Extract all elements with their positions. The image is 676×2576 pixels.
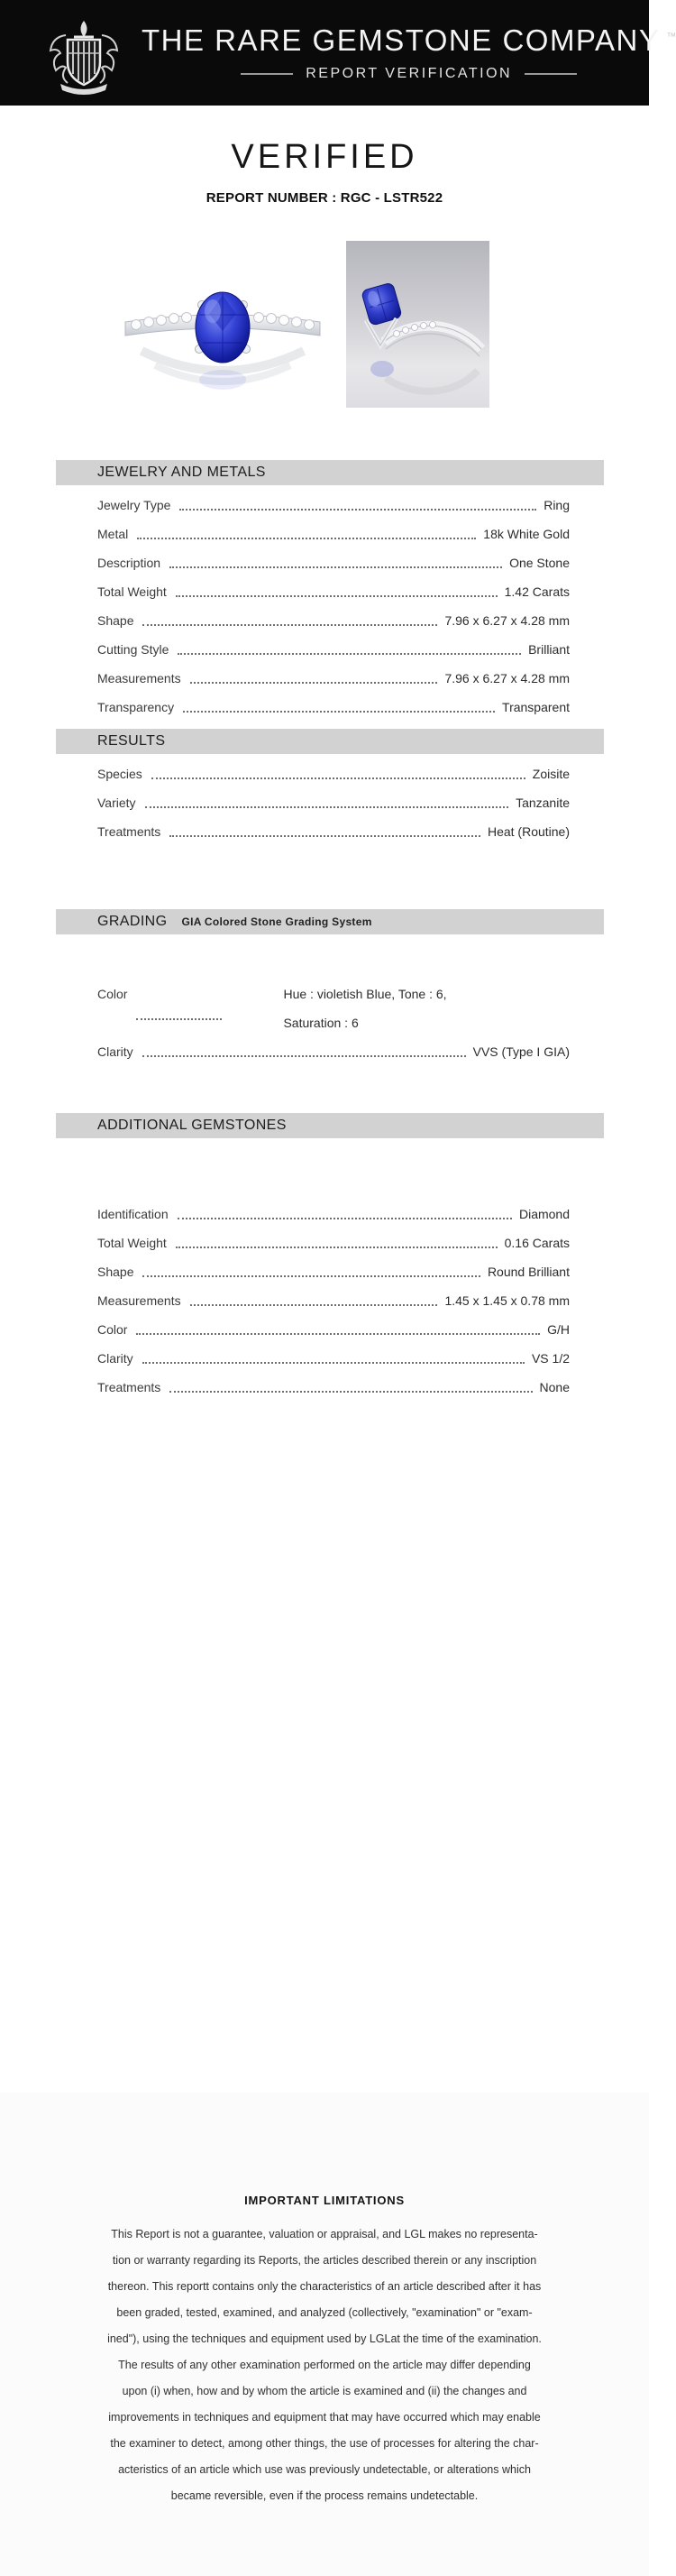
spec-row xyxy=(97,980,570,1037)
spec-row xyxy=(97,1373,570,1402)
spec-row xyxy=(97,1228,570,1257)
dotted-leader xyxy=(136,1018,222,1020)
spec-row xyxy=(97,635,570,664)
section-title: JEWELRY AND METALS xyxy=(97,465,266,480)
limitations-line: became reversible, even if the process remains undetectable. xyxy=(170,2489,479,2502)
verified-status-title: VERIFIED xyxy=(231,138,418,176)
spec-row xyxy=(97,1200,570,1228)
section-title: GRADING xyxy=(97,914,168,929)
spec-label: Shape xyxy=(97,613,134,628)
limitations-line: acteristics of an article which use was previously undetectable, or alterations which xyxy=(118,2463,531,2476)
important-limitations-section xyxy=(0,2093,649,2576)
section-additional-gemstones xyxy=(56,1113,604,1138)
dotted-leader xyxy=(179,509,536,511)
dotted-leader xyxy=(176,1247,498,1248)
limitations-line: This Report is not a guarantee, valuation or appraisal, and LGL makes no representa- xyxy=(111,2228,538,2240)
dotted-leader xyxy=(151,777,525,779)
spec-row xyxy=(97,817,570,846)
dotted-leader xyxy=(145,806,509,808)
dotted-leader xyxy=(169,1391,532,1393)
spec-label: Clarity xyxy=(97,1044,133,1059)
limitations-line: The results of any other examination performed on the article may differ depending xyxy=(118,2359,531,2371)
spec-label: Treatments xyxy=(97,1380,161,1394)
spec-label: Description xyxy=(97,556,161,570)
spec-label: Total Weight xyxy=(97,1236,167,1250)
spec-value: 18k White Gold xyxy=(483,527,570,541)
dotted-leader xyxy=(136,1333,540,1335)
spec-value: Diamond xyxy=(518,1207,570,1221)
spec-row xyxy=(97,1344,570,1373)
spec-label: Jewelry Type xyxy=(97,498,171,512)
spec-value: Transparent xyxy=(502,700,570,714)
ring-side-photo xyxy=(346,241,489,408)
section-jewelry-and-metals xyxy=(56,460,604,485)
spec-value-line-2: Saturation : 6 xyxy=(283,1016,359,1030)
spec-row xyxy=(97,1315,570,1344)
company-name xyxy=(142,23,676,58)
dotted-leader xyxy=(190,1304,438,1306)
dotted-leader xyxy=(169,835,480,837)
dotted-leader xyxy=(176,595,498,597)
section-results xyxy=(56,729,604,754)
spec-value: 1.42 Carats xyxy=(504,584,570,599)
limitations-line: tion or warranty regarding its Reports, the articles described therein or any inscription xyxy=(112,2254,537,2267)
dotted-leader xyxy=(142,1055,466,1057)
spec-value xyxy=(229,980,570,1037)
company-name-text: THE RARE GEMSTONE COMPANY xyxy=(142,23,661,57)
spec-label: Measurements xyxy=(97,1293,181,1308)
dotted-leader xyxy=(178,653,521,655)
spec-row xyxy=(97,664,570,693)
spec-value: 7.96 x 6.27 x 4.28 mm xyxy=(444,671,570,685)
spec-label: Measurements xyxy=(97,671,181,685)
spec-row xyxy=(97,1286,570,1315)
spec-value: None xyxy=(539,1380,570,1394)
spec-label: Variety xyxy=(97,796,136,810)
important-limitations-text xyxy=(54,2222,595,2509)
spec-value: 0.16 Carats xyxy=(504,1236,570,1250)
limitations-line: thereon. This reportt contains only the characteristics of an article described after it has xyxy=(107,2280,542,2293)
limitations-line: ined"), using the techniques and equipment used by LGLat the time of the examination. xyxy=(107,2332,542,2345)
dotted-leader xyxy=(137,538,476,539)
site-header xyxy=(0,0,676,106)
spec-value: G/H xyxy=(547,1322,570,1337)
spec-row xyxy=(97,520,570,548)
jewelry-and-metals-rows xyxy=(0,485,649,722)
spec-value-line-1: Hue : violetish Blue, Tone : 6, xyxy=(283,987,447,1001)
brand-block xyxy=(142,23,676,82)
spec-value: Tanzanite xyxy=(516,796,570,810)
dotted-leader xyxy=(190,682,438,684)
limitations-line: been graded, tested, examined, and analyzed (collectively, "examination" or "exam- xyxy=(116,2306,533,2319)
spec-value: 7.96 x 6.27 x 4.28 mm xyxy=(444,613,570,628)
section-grading xyxy=(56,909,604,934)
spec-label: Metal xyxy=(97,527,129,541)
report-number: REPORT NUMBER : RGC - LSTR522 xyxy=(206,190,443,206)
trademark-symbol: ™ xyxy=(666,32,676,42)
dotted-leader xyxy=(142,1362,525,1364)
spec-row xyxy=(97,1257,570,1286)
spec-value: Brilliant xyxy=(528,642,570,657)
results-rows xyxy=(0,754,649,846)
dotted-leader xyxy=(142,624,437,626)
section-title: RESULTS xyxy=(97,733,166,749)
limitations-line: upon (i) when, how and by whom the article is examined and (ii) the changes and xyxy=(122,2385,527,2397)
spec-value: Round Brilliant xyxy=(487,1265,570,1279)
spec-value: VVS (Type I GIA) xyxy=(472,1044,570,1059)
spec-value: Zoisite xyxy=(532,767,570,781)
spec-row xyxy=(97,548,570,577)
dotted-leader xyxy=(142,1275,480,1277)
report-verification-banner xyxy=(241,66,577,82)
additional-gemstones-rows xyxy=(0,1138,649,1402)
spec-label: Species xyxy=(97,767,142,781)
important-limitations-title: IMPORTANT LIMITATIONS xyxy=(244,2194,405,2207)
spec-row xyxy=(97,1037,570,1066)
dotted-leader xyxy=(178,1218,512,1219)
banner-label: REPORT VERIFICATION xyxy=(306,66,513,81)
company-crest-logo-icon xyxy=(41,12,127,95)
spec-value: Heat (Routine) xyxy=(487,824,570,839)
blank-spacer xyxy=(0,1402,649,2093)
spec-label: Cutting Style xyxy=(97,642,169,657)
limitations-line: the examiner to detect, among other things, the use of processes for altering the char- xyxy=(110,2437,539,2450)
spec-value: Ring xyxy=(544,498,570,512)
spec-row xyxy=(97,759,570,788)
grading-system-subtitle: GIA Colored Stone Grading System xyxy=(181,915,372,928)
spec-row xyxy=(97,606,570,635)
grading-rows xyxy=(0,934,649,1066)
spec-label: Treatments xyxy=(97,824,161,839)
limitations-line: improvements in techniques and equipment that may have occurred which may enable xyxy=(108,2411,541,2424)
ring-front-photo xyxy=(105,228,341,410)
spec-value: One Stone xyxy=(509,556,570,570)
spec-row xyxy=(97,491,570,520)
section-title: ADDITIONAL GEMSTONES xyxy=(97,1118,287,1133)
spec-row xyxy=(97,693,570,722)
spec-label: Shape xyxy=(97,1265,134,1279)
dotted-leader xyxy=(169,566,502,568)
spec-row xyxy=(97,788,570,817)
spec-label: Clarity xyxy=(97,1351,133,1366)
dotted-leader xyxy=(183,711,495,713)
spec-row xyxy=(97,577,570,606)
spec-label: Color xyxy=(97,1322,128,1337)
spec-label: Total Weight xyxy=(97,584,167,599)
spec-value: VS 1/2 xyxy=(531,1351,570,1366)
spec-label: Color xyxy=(97,987,128,1001)
spec-label: Identification xyxy=(97,1207,169,1221)
spec-value: 1.45 x 1.45 x 0.78 mm xyxy=(444,1293,570,1308)
left-rule xyxy=(241,73,293,75)
ring-photos xyxy=(105,228,649,410)
right-rule xyxy=(525,73,577,75)
spec-label: Transparency xyxy=(97,700,175,714)
